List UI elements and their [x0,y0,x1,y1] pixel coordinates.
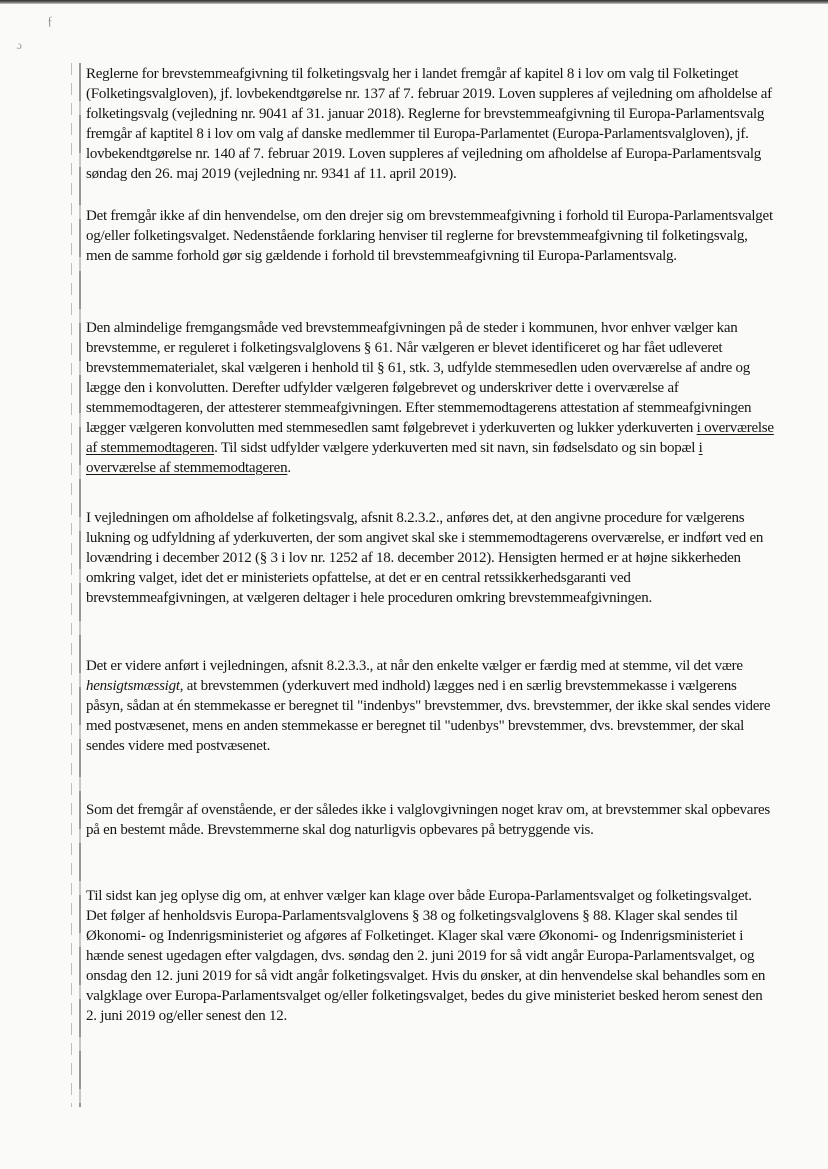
paragraph-text: Til sidst kan jeg oplyse dig om, at enhver vælger kan klage over både Europa-Parlamentsvalget og folketingsvalget. Det følger af henholdsvis Europa-Parlamentsvalglovens § 38 og folketingsvalglovens § 88. Klager skal sendes til Økonomi- og Indenrigsministeriet og afgøres af Folketinget. Klager skal være Økonomi- og Indenrigsministeriet i hænde senest ugedagen efter valgdagen, dvs. søndag den 2. juni 2019 for så vidt angår Europa-Parlamentsvalget, og onsdag den 12. juni 2019 for så vidt angår folketingsvalget. Hvis du ønsker, at din henvendelse skal behandles som en valgklage over Europa-Parlamentsvalget og/eller folketingsvalget, bedes du give ministeriet besked herom senest den 2. juni 2019 og/eller senest den 12. [86,888,766,1024]
left-margin-fold-line [79,63,81,1107]
paragraph-text: Det fremgår ikke af din henvendelse, om den drejer sig om brevstemmeafgivning i forhold til Europa-Parlamentsvalget og/eller folketingsvalget. Nedenstående forklaring henviser til reglerne for brevstemmeafgivning til folketingsvalg, men de samme forhold gør sig gældende i forhold til brevstemmeafgivning til Europa-Parlamentsvalg. [86,208,773,264]
paragraph-text-underline: i overværelse af stemmemodtageren [86,440,703,476]
paragraph-text-underline: i overværelse af stemmemodtageren [86,420,774,456]
document-body [86,64,774,1026]
scan-speck-artifact: ɔ [15,39,24,53]
paragraph [86,800,774,840]
paragraph-text: Reglerne for brevstemmeafgivning til folketingsvalg her i landet fremgår af kapitel 8 i lov om valg til Folketinget (Folketingsvalgloven), jf. lovbekendtgørelse nr. 137 af 7. februar 2019. Loven suppleres af vejledning om afholdelse af folketingsvalg (vejledning nr. 9041 af 31. januar 2018). Reglerne for brevstemmeafgivning til Europa-Parlamentsvalg fremgår af kaptitel 8 i lov om valg af danske medlemmer til Europa-Parlamentet (Europa-Parlamentsvalgloven), jf. lovbekendtgørelse nr. 140 af 7. februar 2019. Loven suppleres af vejledning om afholdelse af Europa-Parlamentsvalg søndag den 26. maj 2019 (vejledning nr. 9341 af 11. april 2019). [86,66,772,182]
paragraph [86,318,774,478]
paragraph [86,508,774,608]
paragraph-text: . [287,460,291,476]
paragraph [86,64,774,184]
paragraph-text: Den almindelige fremgangsmåde ved brevstemmeafgivningen på de steder i kommunen, hvor enhver vælger kan brevstemme, er reguleret i folketingsvalglovens § 61. Når vælgeren er blevet identificeret og har fået udleveret brevstemmematerialet, skal vælgeren i henhold til § 61, stk. 3, udfylde stemmesedlen uden overværelse af andre og lægge den i konvolutten. Derefter udfylder vælgeren følgebrevet og underskriver dette i overværelse af stemmemodtageren, der attesterer stemmeafgivningen. Efter stemmemodtagerens attestation af stemmeafgivningen lægger vælgeren konvolutten med stemmesedlen samt følgebrevet i yderkuverten og lukker yderkuverten [86,320,752,436]
scan-speck-artifact: ƒ [45,13,55,29]
scan-top-edge-artifact [0,0,828,4]
paragraph-text-italic: hensigtsmæssigt [86,678,180,694]
left-margin-fold-line [71,63,72,1107]
paragraph-text: , at brevstemmen (yderkuvert med indhold) lægges ned i en særlig brevstemmekasse i vælgerens påsyn, sådan at én stemmekasse er beregnet til "indenbys" brevstemmer, dvs. brevstemmer, der ikke skal sendes videre med postvæsenet, mens en anden stemmekasse er beregnet til "udenbys" brevstemmer, dvs. brevstemmer, der skal sendes videre med postvæsenet. [86,678,771,754]
paragraph [86,886,774,1026]
paragraph-text: Som det fremgår af ovenstående, er der således ikke i valglovgivningen noget krav om, at brevstemmer skal opbevares på en bestemt måde. Brevstemmerne skal dog naturligvis opbevares på betryggende vis. [86,802,770,838]
paragraph [86,206,774,266]
paragraph-text: I vejledningen om afholdelse af folketingsvalg, afsnit 8.2.3.2., anføres det, at den angivne procedure for vælgerens lukning og udfyldning af yderkuverten, der som angivet skal ske i stemmemodtagerens overværelse, er indført ved en lovændring i december 2012 (§ 3 i lov nr. 1252 af 18. december 2012). Hensigten hermed er at højne sikkerheden omkring valget, idet det er ministeriets opfattelse, at det er en central retssikkerhedsgaranti ved brevstemmeafgivningen, at vælgeren deltager i hele proceduren omkring brevstemmeafgivningen. [86,510,764,606]
paragraph-text: . Til sidst udfylder vælgere yderkuverten med sit navn, sin fødselsdato og sin bopæl [214,440,699,456]
paragraph-text: Det er videre anført i vejledningen, afsnit 8.2.3.3., at når den enkelte vælger er færdig med at stemme, vil det være [86,658,743,674]
paragraph [86,656,774,756]
